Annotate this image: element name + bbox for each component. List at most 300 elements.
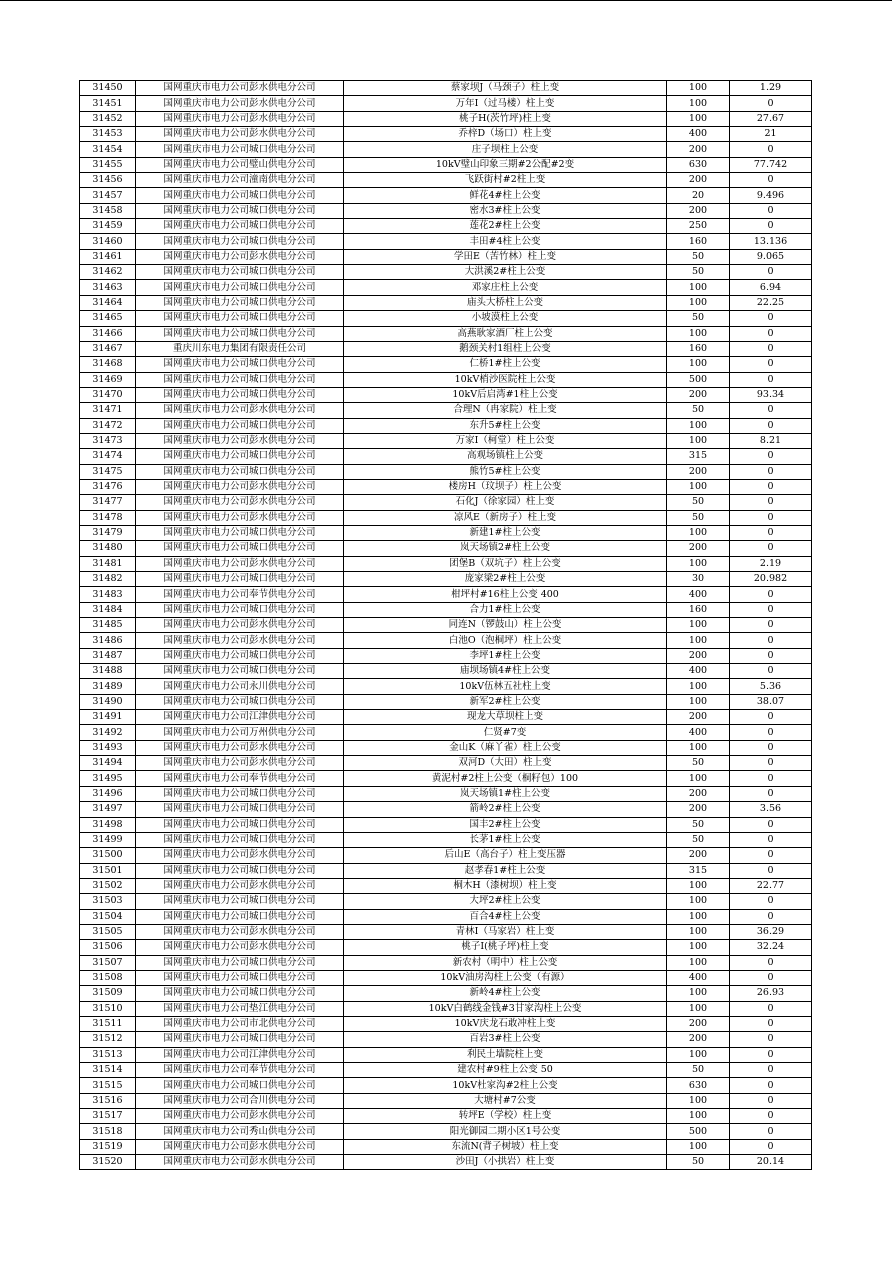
load-cell: 0 xyxy=(730,710,812,725)
table-row xyxy=(80,771,812,786)
capacity-cell: 50 xyxy=(667,510,730,525)
row-number-cell: 31454 xyxy=(80,142,136,157)
row-number-cell: 31471 xyxy=(80,403,136,418)
transformer-name-cell: 岚天场镇1#柱上公变 xyxy=(344,786,667,801)
row-number-cell: 31506 xyxy=(80,940,136,955)
company-cell: 国网重庆市电力公司彭水供电分公司 xyxy=(136,1155,344,1170)
capacity-cell: 160 xyxy=(667,234,730,249)
transformer-name-cell: 10kV杜家沟#2柱上公变 xyxy=(344,1078,667,1093)
table-row xyxy=(80,479,812,494)
company-cell: 国网重庆市电力公司彭水供电分公司 xyxy=(136,403,344,418)
capacity-cell: 100 xyxy=(667,556,730,571)
capacity-cell: 630 xyxy=(667,1078,730,1093)
table-row xyxy=(80,694,812,709)
transformer-name-cell: 乔梓D（场口）柱上变 xyxy=(344,127,667,142)
capacity-cell: 200 xyxy=(667,1032,730,1047)
row-number-cell: 31501 xyxy=(80,863,136,878)
capacity-cell: 50 xyxy=(667,249,730,264)
table-body xyxy=(80,81,812,1170)
row-number-cell: 31461 xyxy=(80,249,136,264)
row-number-cell: 31516 xyxy=(80,1093,136,1108)
load-cell: 0 xyxy=(730,96,812,111)
table-row xyxy=(80,111,812,126)
capacity-cell: 100 xyxy=(667,694,730,709)
capacity-cell: 400 xyxy=(667,664,730,679)
transformer-name-cell: 新农村（明中）柱上公变 xyxy=(344,955,667,970)
row-number-cell: 31517 xyxy=(80,1109,136,1124)
capacity-cell: 50 xyxy=(667,1063,730,1078)
capacity-cell: 100 xyxy=(667,111,730,126)
company-cell: 国网重庆市电力公司璧山供电分公司 xyxy=(136,157,344,172)
transformer-name-cell: 凉风E（新房子）柱上变 xyxy=(344,510,667,525)
row-number-cell: 31486 xyxy=(80,633,136,648)
load-cell: 9.065 xyxy=(730,249,812,264)
transformer-name-cell: 新建1#柱上公变 xyxy=(344,525,667,540)
capacity-cell: 100 xyxy=(667,326,730,341)
table-row xyxy=(80,357,812,372)
company-cell: 国网重庆市电力公司彭水供电分公司 xyxy=(136,495,344,510)
table-row xyxy=(80,986,812,1001)
company-cell: 国网重庆市电力公司城口供电分公司 xyxy=(136,311,344,326)
capacity-cell: 315 xyxy=(667,863,730,878)
row-number-cell: 31494 xyxy=(80,756,136,771)
row-number-cell: 31473 xyxy=(80,433,136,448)
company-cell: 国网重庆市电力公司彭水供电分公司 xyxy=(136,433,344,448)
table-row xyxy=(80,725,812,740)
transformer-name-cell: 柑坪村#16柱上公变 400 xyxy=(344,587,667,602)
company-cell: 国网重庆市电力公司彭水供电分公司 xyxy=(136,249,344,264)
table-row xyxy=(80,633,812,648)
capacity-cell: 100 xyxy=(667,986,730,1001)
transformer-name-cell: 高观场镇柱上公变 xyxy=(344,449,667,464)
row-number-cell: 31458 xyxy=(80,203,136,218)
load-cell: 0 xyxy=(730,464,812,479)
transformer-name-cell: 石化J（徐家园）柱上变 xyxy=(344,495,667,510)
table-row xyxy=(80,802,812,817)
table-row xyxy=(80,311,812,326)
load-cell: 0 xyxy=(730,525,812,540)
load-cell: 0 xyxy=(730,909,812,924)
load-cell: 0 xyxy=(730,372,812,387)
load-cell: 0 xyxy=(730,618,812,633)
row-number-cell: 31488 xyxy=(80,664,136,679)
table-row xyxy=(80,326,812,341)
company-cell: 国网重庆市电力公司秀山供电分公司 xyxy=(136,1124,344,1139)
row-number-cell: 31493 xyxy=(80,740,136,755)
table-row xyxy=(80,510,812,525)
company-cell: 国网重庆市电力公司江津供电分公司 xyxy=(136,710,344,725)
row-number-cell: 31497 xyxy=(80,802,136,817)
company-cell: 国网重庆市电力公司彭水供电分公司 xyxy=(136,756,344,771)
load-cell: 0 xyxy=(730,311,812,326)
table-row xyxy=(80,173,812,188)
capacity-cell: 160 xyxy=(667,341,730,356)
load-cell: 21 xyxy=(730,127,812,142)
row-number-cell: 31464 xyxy=(80,295,136,310)
row-number-cell: 31512 xyxy=(80,1032,136,1047)
company-cell: 国网重庆市电力公司城口供电分公司 xyxy=(136,326,344,341)
load-cell: 0 xyxy=(730,756,812,771)
capacity-cell: 100 xyxy=(667,1139,730,1154)
transformer-name-cell: 东升5#柱上公变 xyxy=(344,418,667,433)
table-row xyxy=(80,1109,812,1124)
table-row xyxy=(80,894,812,909)
load-cell: 0 xyxy=(730,664,812,679)
table-row xyxy=(80,1032,812,1047)
capacity-cell: 50 xyxy=(667,1155,730,1170)
load-cell: 0 xyxy=(730,832,812,847)
company-cell: 国网重庆市电力公司城口供电分公司 xyxy=(136,280,344,295)
row-number-cell: 31496 xyxy=(80,786,136,801)
capacity-cell: 100 xyxy=(667,924,730,939)
table-row xyxy=(80,710,812,725)
transformer-name-cell: 转坪E（学校）柱上变 xyxy=(344,1109,667,1124)
capacity-cell: 50 xyxy=(667,817,730,832)
load-cell: 0 xyxy=(730,541,812,556)
row-number-cell: 31495 xyxy=(80,771,136,786)
transformer-name-cell: 万家I（柯堂）柱上公变 xyxy=(344,433,667,448)
table-row xyxy=(80,203,812,218)
capacity-cell: 200 xyxy=(667,648,730,663)
company-cell: 国网重庆市电力公司彭水供电分公司 xyxy=(136,111,344,126)
load-cell: 0 xyxy=(730,1001,812,1016)
capacity-cell: 100 xyxy=(667,81,730,96)
load-cell: 0 xyxy=(730,142,812,157)
transformer-name-cell: 庙坝场镇4#柱上公变 xyxy=(344,664,667,679)
table-row xyxy=(80,1093,812,1108)
capacity-cell: 100 xyxy=(667,479,730,494)
row-number-cell: 31474 xyxy=(80,449,136,464)
transformer-name-cell: 10kV伍林五社柱上变 xyxy=(344,679,667,694)
company-cell: 国网重庆市电力公司城口供电分公司 xyxy=(136,449,344,464)
transformer-name-cell: 赵孝春1#柱上公变 xyxy=(344,863,667,878)
company-cell: 国网重庆市电力公司城口供电分公司 xyxy=(136,694,344,709)
transformer-name-cell: 庙头大桥柱上公变 xyxy=(344,295,667,310)
company-cell: 国网重庆市电力公司彭水供电分公司 xyxy=(136,924,344,939)
capacity-cell: 100 xyxy=(667,433,730,448)
row-number-cell: 31467 xyxy=(80,341,136,356)
table-row xyxy=(80,541,812,556)
capacity-cell: 30 xyxy=(667,572,730,587)
company-cell: 国网重庆市电力公司城口供电分公司 xyxy=(136,909,344,924)
load-cell: 0 xyxy=(730,1139,812,1154)
capacity-cell: 315 xyxy=(667,449,730,464)
row-number-cell: 31485 xyxy=(80,618,136,633)
table-row xyxy=(80,1078,812,1093)
load-cell: 0 xyxy=(730,1047,812,1062)
capacity-cell: 400 xyxy=(667,127,730,142)
transformer-name-cell: 东流N(背子树坡）柱上变 xyxy=(344,1139,667,1154)
capacity-cell: 100 xyxy=(667,878,730,893)
transformer-name-cell: 现龙大草坝柱上变 xyxy=(344,710,667,725)
company-cell: 国网重庆市电力公司城口供电分公司 xyxy=(136,664,344,679)
row-number-cell: 31519 xyxy=(80,1139,136,1154)
company-cell: 国网重庆市电力公司城口供电分公司 xyxy=(136,970,344,985)
capacity-cell: 100 xyxy=(667,771,730,786)
company-cell: 国网重庆市电力公司城口供电分公司 xyxy=(136,464,344,479)
table-row xyxy=(80,403,812,418)
row-number-cell: 31505 xyxy=(80,924,136,939)
company-cell: 国网重庆市电力公司城口供电分公司 xyxy=(136,219,344,234)
capacity-cell: 200 xyxy=(667,541,730,556)
capacity-cell: 100 xyxy=(667,280,730,295)
row-number-cell: 31510 xyxy=(80,1001,136,1016)
row-number-cell: 31507 xyxy=(80,955,136,970)
transformer-name-cell: 桃子I(桃子坪)柱上变 xyxy=(344,940,667,955)
row-number-cell: 31480 xyxy=(80,541,136,556)
load-cell: 6.94 xyxy=(730,280,812,295)
capacity-cell: 100 xyxy=(667,618,730,633)
capacity-cell: 50 xyxy=(667,403,730,418)
transformer-name-cell: 楼房H（玟坝子）柱上公变 xyxy=(344,479,667,494)
company-cell: 国网重庆市电力公司城口供电分公司 xyxy=(136,525,344,540)
load-cell: 0 xyxy=(730,449,812,464)
load-cell: 0 xyxy=(730,479,812,494)
row-number-cell: 31456 xyxy=(80,173,136,188)
company-cell: 国网重庆市电力公司城口供电分公司 xyxy=(136,203,344,218)
company-cell: 国网重庆市电力公司彭水供电分公司 xyxy=(136,940,344,955)
load-cell: 26.93 xyxy=(730,986,812,1001)
load-cell: 0 xyxy=(730,265,812,280)
transformer-name-cell: 岚天场镇2#柱上公变 xyxy=(344,541,667,556)
load-cell: 0 xyxy=(730,587,812,602)
transformer-name-cell: 新军2#柱上公变 xyxy=(344,694,667,709)
transformer-name-cell: 新岭4#柱上公变 xyxy=(344,986,667,1001)
transformer-name-cell: 合理N（冉家院）柱上变 xyxy=(344,403,667,418)
load-cell: 27.67 xyxy=(730,111,812,126)
row-number-cell: 31498 xyxy=(80,817,136,832)
load-cell: 0 xyxy=(730,771,812,786)
table-row xyxy=(80,940,812,955)
table-row xyxy=(80,863,812,878)
capacity-cell: 100 xyxy=(667,1109,730,1124)
table-row xyxy=(80,924,812,939)
capacity-cell: 100 xyxy=(667,357,730,372)
transformer-name-cell: 小坡漠柱上公变 xyxy=(344,311,667,326)
company-cell: 国网重庆市电力公司城口供电分公司 xyxy=(136,357,344,372)
capacity-cell: 200 xyxy=(667,786,730,801)
load-cell: 0 xyxy=(730,173,812,188)
company-cell: 国网重庆市电力公司潼南供电分公司 xyxy=(136,173,344,188)
row-number-cell: 31453 xyxy=(80,127,136,142)
company-cell: 国网重庆市电力公司城口供电分公司 xyxy=(136,802,344,817)
transformer-name-cell: 熊竹5#柱上公变 xyxy=(344,464,667,479)
company-cell: 国网重庆市电力公司彭水供电分公司 xyxy=(136,1109,344,1124)
load-cell: 0 xyxy=(730,1109,812,1124)
capacity-cell: 50 xyxy=(667,265,730,280)
table-row xyxy=(80,295,812,310)
transformer-name-cell: 白池O（泡桐坪）柱上公变 xyxy=(344,633,667,648)
transformer-name-cell: 大坪2#柱上公变 xyxy=(344,894,667,909)
transformer-name-cell: 庄子坝柱上公变 xyxy=(344,142,667,157)
capacity-cell: 100 xyxy=(667,96,730,111)
transformer-name-cell: 沙田J（小拱岩）柱上变 xyxy=(344,1155,667,1170)
table-row xyxy=(80,848,812,863)
load-cell: 0 xyxy=(730,341,812,356)
row-number-cell: 31479 xyxy=(80,525,136,540)
capacity-cell: 200 xyxy=(667,387,730,402)
load-cell: 5.36 xyxy=(730,679,812,694)
capacity-cell: 500 xyxy=(667,1124,730,1139)
capacity-cell: 400 xyxy=(667,725,730,740)
capacity-cell: 200 xyxy=(667,802,730,817)
capacity-cell: 20 xyxy=(667,188,730,203)
table-row xyxy=(80,234,812,249)
company-cell: 国网重庆市电力公司合川供电分公司 xyxy=(136,1093,344,1108)
capacity-cell: 100 xyxy=(667,909,730,924)
row-number-cell: 31483 xyxy=(80,587,136,602)
transformer-name-cell: 飞跃街村#2柱上变 xyxy=(344,173,667,188)
load-cell: 0 xyxy=(730,648,812,663)
company-cell: 国网重庆市电力公司万州供电分公司 xyxy=(136,725,344,740)
load-cell: 0 xyxy=(730,1016,812,1031)
row-number-cell: 31470 xyxy=(80,387,136,402)
transformer-name-cell: 金山K（麻丫雀）柱上公变 xyxy=(344,740,667,755)
table-row xyxy=(80,970,812,985)
company-cell: 国网重庆市电力公司彭水供电分公司 xyxy=(136,740,344,755)
table-row xyxy=(80,142,812,157)
company-cell: 国网重庆市电力公司城口供电分公司 xyxy=(136,817,344,832)
capacity-cell: 100 xyxy=(667,1047,730,1062)
capacity-cell: 100 xyxy=(667,633,730,648)
data-table xyxy=(79,80,812,1170)
row-number-cell: 31513 xyxy=(80,1047,136,1062)
load-cell: 0 xyxy=(730,403,812,418)
load-cell: 2.19 xyxy=(730,556,812,571)
capacity-cell: 100 xyxy=(667,1093,730,1108)
capacity-cell: 500 xyxy=(667,372,730,387)
table-row xyxy=(80,188,812,203)
capacity-cell: 200 xyxy=(667,848,730,863)
transformer-name-cell: 黄泥村#2柱上公变（桐籽包）100 xyxy=(344,771,667,786)
company-cell: 国网重庆市电力公司城口供电分公司 xyxy=(136,572,344,587)
row-number-cell: 31503 xyxy=(80,894,136,909)
load-cell: 0 xyxy=(730,1124,812,1139)
table-row xyxy=(80,1016,812,1031)
capacity-cell: 400 xyxy=(667,587,730,602)
capacity-cell: 100 xyxy=(667,295,730,310)
load-cell: 0 xyxy=(730,1063,812,1078)
load-cell: 20.982 xyxy=(730,572,812,587)
capacity-cell: 100 xyxy=(667,894,730,909)
company-cell: 国网重庆市电力公司奉节供电分公司 xyxy=(136,587,344,602)
capacity-cell: 200 xyxy=(667,142,730,157)
row-number-cell: 31478 xyxy=(80,510,136,525)
load-cell: 0 xyxy=(730,1078,812,1093)
table-row xyxy=(80,81,812,96)
table-row xyxy=(80,372,812,387)
page-top-rule xyxy=(0,0,892,1)
transformer-name-cell: 仁桥1#柱上公变 xyxy=(344,357,667,372)
transformer-name-cell: 鲜花4#柱上公变 xyxy=(344,188,667,203)
load-cell: 36.29 xyxy=(730,924,812,939)
row-number-cell: 31499 xyxy=(80,832,136,847)
company-cell: 国网重庆市电力公司城口供电分公司 xyxy=(136,265,344,280)
company-cell: 国网重庆市电力公司城口供电分公司 xyxy=(136,188,344,203)
row-number-cell: 31476 xyxy=(80,479,136,494)
row-number-cell: 31457 xyxy=(80,188,136,203)
load-cell: 8.21 xyxy=(730,433,812,448)
company-cell: 国网重庆市电力公司彭水供电分公司 xyxy=(136,510,344,525)
table-row xyxy=(80,449,812,464)
table-row xyxy=(80,740,812,755)
capacity-cell: 250 xyxy=(667,219,730,234)
company-cell: 国网重庆市电力公司彭水供电分公司 xyxy=(136,81,344,96)
company-cell: 国网重庆市电力公司城口供电分公司 xyxy=(136,955,344,970)
capacity-cell: 200 xyxy=(667,1016,730,1031)
row-number-cell: 31518 xyxy=(80,1124,136,1139)
company-cell: 国网重庆市电力公司奉节供电分公司 xyxy=(136,771,344,786)
transformer-name-cell: 大洪溪2#柱上公变 xyxy=(344,265,667,280)
table-row xyxy=(80,280,812,295)
load-cell: 0 xyxy=(730,863,812,878)
load-cell: 0 xyxy=(730,786,812,801)
transformer-name-cell: 10kV后启湾#1柱上公变 xyxy=(344,387,667,402)
row-number-cell: 31484 xyxy=(80,602,136,617)
load-cell: 0 xyxy=(730,1032,812,1047)
transformer-name-cell: 利民土墙院柱上变 xyxy=(344,1047,667,1062)
load-cell: 0 xyxy=(730,602,812,617)
capacity-cell: 100 xyxy=(667,679,730,694)
transformer-name-cell: 后山E（高台子）柱上变压器 xyxy=(344,848,667,863)
table-row xyxy=(80,832,812,847)
load-cell: 0 xyxy=(730,817,812,832)
table-row xyxy=(80,495,812,510)
table-row xyxy=(80,909,812,924)
load-cell: 0 xyxy=(730,418,812,433)
row-number-cell: 31520 xyxy=(80,1155,136,1170)
row-number-cell: 31452 xyxy=(80,111,136,126)
table-row xyxy=(80,679,812,694)
capacity-cell: 100 xyxy=(667,955,730,970)
transformer-name-cell: 百岩3#柱上公变 xyxy=(344,1032,667,1047)
load-cell: 0 xyxy=(730,740,812,755)
row-number-cell: 31515 xyxy=(80,1078,136,1093)
company-cell: 国网重庆市电力公司城口供电分公司 xyxy=(136,234,344,249)
transformer-name-cell: 李坪1#柱上公变 xyxy=(344,648,667,663)
load-cell: 20.14 xyxy=(730,1155,812,1170)
transformer-name-cell: 密水3#柱上公变 xyxy=(344,203,667,218)
company-cell: 国网重庆市电力公司彭水供电分公司 xyxy=(136,127,344,142)
row-number-cell: 31502 xyxy=(80,878,136,893)
load-cell: 0 xyxy=(730,955,812,970)
transformer-name-cell: 蔡家坝J（马颈子）柱上变 xyxy=(344,81,667,96)
transformer-name-cell: 长茅1#柱上公变 xyxy=(344,832,667,847)
table-row xyxy=(80,878,812,893)
company-cell: 国网重庆市电力公司市北供电分公司 xyxy=(136,1016,344,1031)
table-row xyxy=(80,1139,812,1154)
table-row xyxy=(80,127,812,142)
row-number-cell: 31481 xyxy=(80,556,136,571)
capacity-cell: 100 xyxy=(667,940,730,955)
table-row xyxy=(80,1063,812,1078)
row-number-cell: 31463 xyxy=(80,280,136,295)
company-cell: 国网重庆市电力公司彭水供电分公司 xyxy=(136,479,344,494)
table-row xyxy=(80,433,812,448)
table-row xyxy=(80,587,812,602)
company-cell: 国网重庆市电力公司城口供电分公司 xyxy=(136,863,344,878)
row-number-cell: 31514 xyxy=(80,1063,136,1078)
company-cell: 国网重庆市电力公司城口供电分公司 xyxy=(136,541,344,556)
row-number-cell: 31451 xyxy=(80,96,136,111)
transformer-name-cell: 邓家庄柱上公变 xyxy=(344,280,667,295)
row-number-cell: 31450 xyxy=(80,81,136,96)
load-cell: 0 xyxy=(730,326,812,341)
company-cell: 国网重庆市电力公司城口供电分公司 xyxy=(136,832,344,847)
capacity-cell: 200 xyxy=(667,173,730,188)
row-number-cell: 31487 xyxy=(80,648,136,663)
load-cell: 0 xyxy=(730,894,812,909)
